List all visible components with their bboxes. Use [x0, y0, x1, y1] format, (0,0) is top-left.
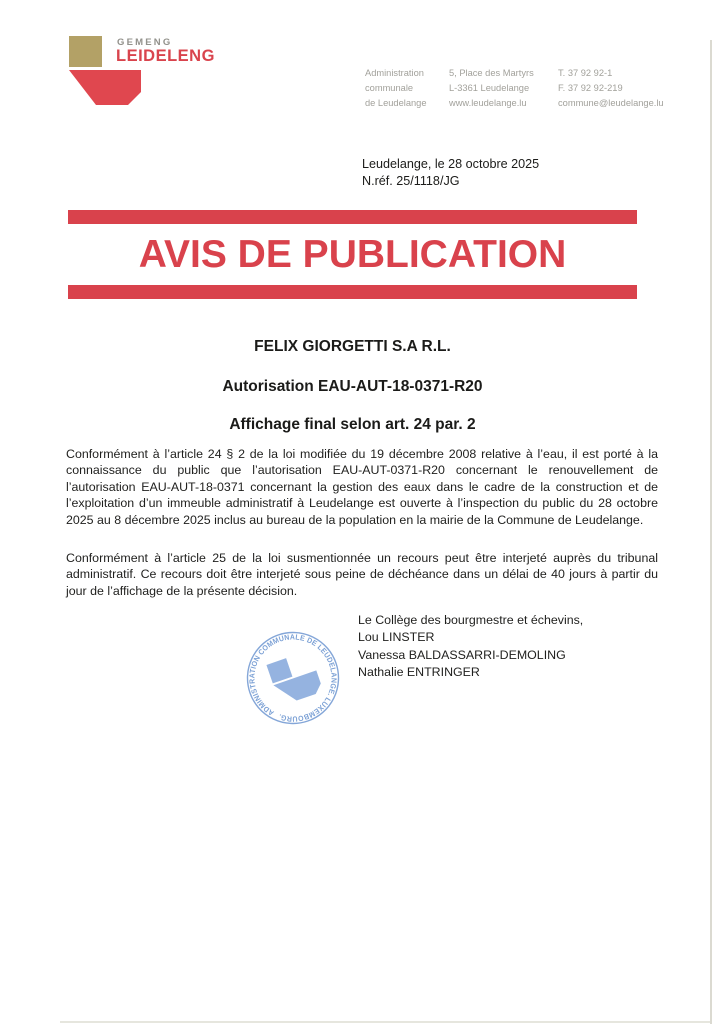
body-paragraph-1: Conformément à l’article 24 § 2 de la loi modifiée du 19 décembre 2008 relative à l’eau, il est porté à la connaissance du public que l’autorisation EAU-AUT-0371-R20 concernant le renouvellement de l’autorisation EAU-AUT-18-0371 concernant la gestion des eaux dans le cadre de la construction et de l’exploitation d’un immeuble administratif à Leudelange est ouverte à l’inspection du public du 28 octobre 2025 au 8 décembre 2025 inclus au bureau de la population en la mairie de la Commune de Leudelange. [66, 447, 658, 527]
scan-edge-line-bottom [60, 1021, 710, 1023]
contact-line: de Leudelange [365, 98, 427, 109]
place-and-date: Leudelange, le 28 octobre 2025 [362, 157, 540, 171]
signature-block [358, 612, 583, 681]
official-stamp [243, 628, 343, 728]
contact-column-address [449, 66, 534, 112]
banner-bottom-bar [68, 285, 637, 299]
dateline-block [362, 156, 539, 190]
banner-title: AVIS DE PUBLICATION [138, 232, 567, 276]
contact-phone: T. 37 92 92-1 [558, 68, 613, 78]
authorization-number-title: Autorisation EAU-AUT-18-0371-R20 [222, 378, 483, 395]
contact-fax: F. 37 92 92-219 [558, 83, 623, 94]
contact-address-line: 5, Place des Martyrs [449, 68, 534, 78]
signature-name: Vanessa BALDASSARRI-DEMOLING [358, 647, 566, 662]
contact-line: Administration [365, 68, 424, 78]
svg-text:ADMINISTRATION COMMUNALE DE LE [243, 628, 343, 728]
contact-column-administration [365, 66, 427, 112]
contact-address-line: L-3361 Leudelange [449, 83, 530, 94]
stamp-logo-glyph-icon [266, 650, 323, 706]
reference-number: N.réf. 25/1118/JG [362, 173, 460, 188]
stamp-ring [243, 628, 343, 728]
company-name-title: FELIX GIORGETTI S.A R.L. [254, 338, 451, 355]
scan-edge-line-vertical [710, 40, 712, 1024]
logo-commune-name: LEIDELENG [116, 47, 215, 65]
body-paragraph-2: Conformément à l’article 25 de la loi susmentionnée un recours peut être interjeté auprès du tribunal administratif. Ce recours doit être interjeté sous peine de déchéance dans un délai de 40 jours à partir du jour de l’affichage de la présente décision. [66, 551, 658, 598]
signature-college-line: Le Collège des bourgmestre et échevins, [358, 613, 584, 627]
banner-top-bar [68, 210, 637, 224]
contact-email: commune@leudelange.lu [558, 98, 664, 109]
signature-name: Nathalie ENTRINGER [358, 664, 480, 679]
logo-small-text: GEMENG [117, 37, 173, 48]
publication-banner [68, 210, 637, 299]
subject-title: Affichage final selon art. 24 par. 2 [229, 416, 476, 433]
signature-name: Lou LINSTER [358, 630, 435, 645]
contact-website: www.leudelange.lu [449, 98, 527, 109]
contact-column-phone [558, 66, 664, 112]
contact-line: communale [365, 83, 414, 94]
stamp-circular-text: ADMINISTRATION COMMUNALE DE LEUDELANGE. LUXEMBOURG. [247, 632, 339, 724]
